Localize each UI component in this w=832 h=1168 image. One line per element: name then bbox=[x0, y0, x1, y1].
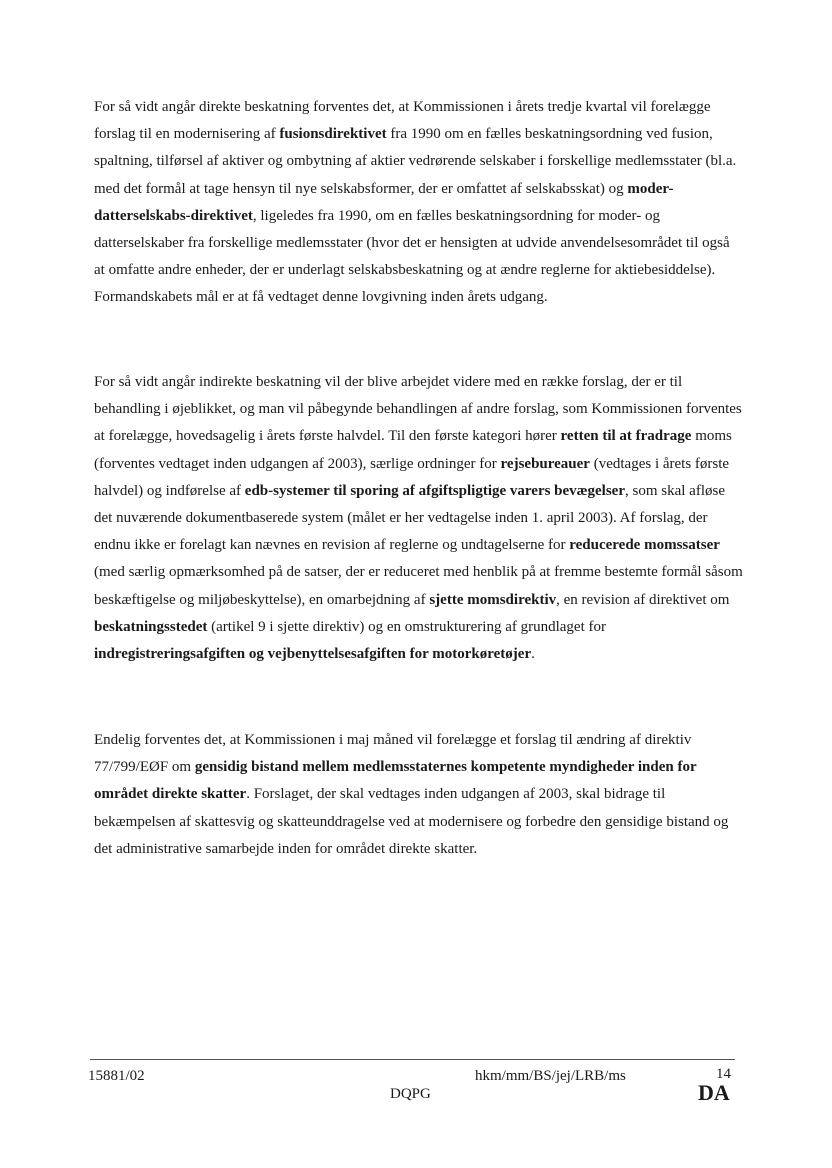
bold-term: reducerede momssatser bbox=[569, 537, 720, 554]
bold-term: sjette momsdirektiv bbox=[429, 591, 557, 608]
text-run: fra 1990 om en fælles beskatningsordning ved fusion, spaltning, tilførsel af aktiver og ombytning af aktier vedrørende selskaber i forskellige medlemsstater (bl.a. med det formål at tage hensyn til nye selskabsformer, der er omfattet af selskabsskat) og bbox=[94, 126, 737, 197]
text-run: , som skal afløse det nuværende dokumentbaserede system (målet er her vedtagelse inden 1. april 2003). Af forslag, der endnu ikke er forelagt kan nævnes en revision af reglerne og undtagelserne for bbox=[94, 482, 725, 554]
text-run: (med særlig opmærksomhed på de satser, der er reduceret med henblik på at fremme bestemte formål såsom beskæftigelse og miljøbeskyttelse), en omarbejdning af bbox=[94, 564, 743, 608]
bold-term: fusionsdirektivet bbox=[279, 126, 387, 143]
bold-term: retten til at fradrage bbox=[560, 428, 692, 445]
bold-term: rejsebureauer bbox=[500, 455, 590, 472]
text-run: (artikel 9 i sjette direktiv) og en omstrukturering af grundlaget for bbox=[207, 618, 606, 635]
footer-divider bbox=[90, 1059, 735, 1060]
bold-term: gensidig bistand mellem medlemsstaternes kompetente myndigheder inden for området direkte skatter bbox=[94, 759, 697, 803]
paragraph-direct-taxation bbox=[94, 94, 744, 312]
text-run: For så vidt angår indirekte beskatning vil der blive arbejdet videre med en række forslag, der er til behandling i øjeblikket, og man vil påbegynde behandlingen af andre forslag, som Kommissionen forventes at forelægge, hovedsagelig i årets første halvdel. Til den første kategori hører bbox=[94, 374, 742, 445]
text-run: , en revision af direktivet om bbox=[556, 591, 730, 608]
bold-term: edb-systemer til sporing af afgiftspligtige varers bevægelser bbox=[244, 482, 625, 499]
footer-language-code: DA bbox=[698, 1080, 730, 1105]
footer-initials: hkm/mm/BS/jej/LRB/ms bbox=[475, 1068, 626, 1084]
bold-term: indregistreringsafgiften og vejbenyttelsesafgiften for motorkøretøjer bbox=[94, 646, 532, 663]
text-run: For så vidt angår direkte beskatning forventes det, at Kommissionen i årets tredje kvartal vil forelægge forslag til en modernisering af bbox=[94, 99, 711, 143]
bold-term: moder-datterselskabs-direktivet bbox=[94, 180, 674, 224]
text-run: . bbox=[531, 646, 535, 663]
text-run: Endelig forventes det, at Kommissionen i maj måned vil forelægge et forslag til ændring af direktiv 77/799/EØF om bbox=[94, 732, 692, 776]
text-run: , ligeledes fra 1990, om en fælles beskatningsordning for moder- og datterselskaber fra forskellige medlemsstater (hvor det er hensigten at udvide anvendelsesområdet til også at omfatte andre enheder, der er underlagt selskabsbeskatning og at ændre reglerne for aktiebesiddelse). Formandskabets mål er at få vedtaget denne lovgivning inden årets udgang. bbox=[94, 207, 730, 306]
footer-page-number: 14 bbox=[716, 1066, 731, 1082]
text-run: moms (forventes vedtaget inden udgangen af 2003), særlige ordninger for bbox=[94, 428, 732, 472]
footer-doc-number: 15881/02 bbox=[88, 1068, 145, 1084]
bold-term: beskatningsstedet bbox=[94, 618, 208, 635]
text-run: . Forslaget, der skal vedtages inden udgangen af 2003, skal bidrage til bekæmpelsen af skattesvig og skatteunddragelse ved at modernisere og forbedre den gensidige bistand og det administrative samarbejde inden for området direkte skatter. bbox=[94, 786, 729, 857]
paragraph-indirect-taxation bbox=[94, 369, 744, 668]
text-run: (vedtages i årets første halvdel) og indførelse af bbox=[94, 455, 730, 499]
footer-department: DQPG bbox=[390, 1086, 431, 1102]
paragraph-mutual-assistance bbox=[94, 727, 744, 863]
